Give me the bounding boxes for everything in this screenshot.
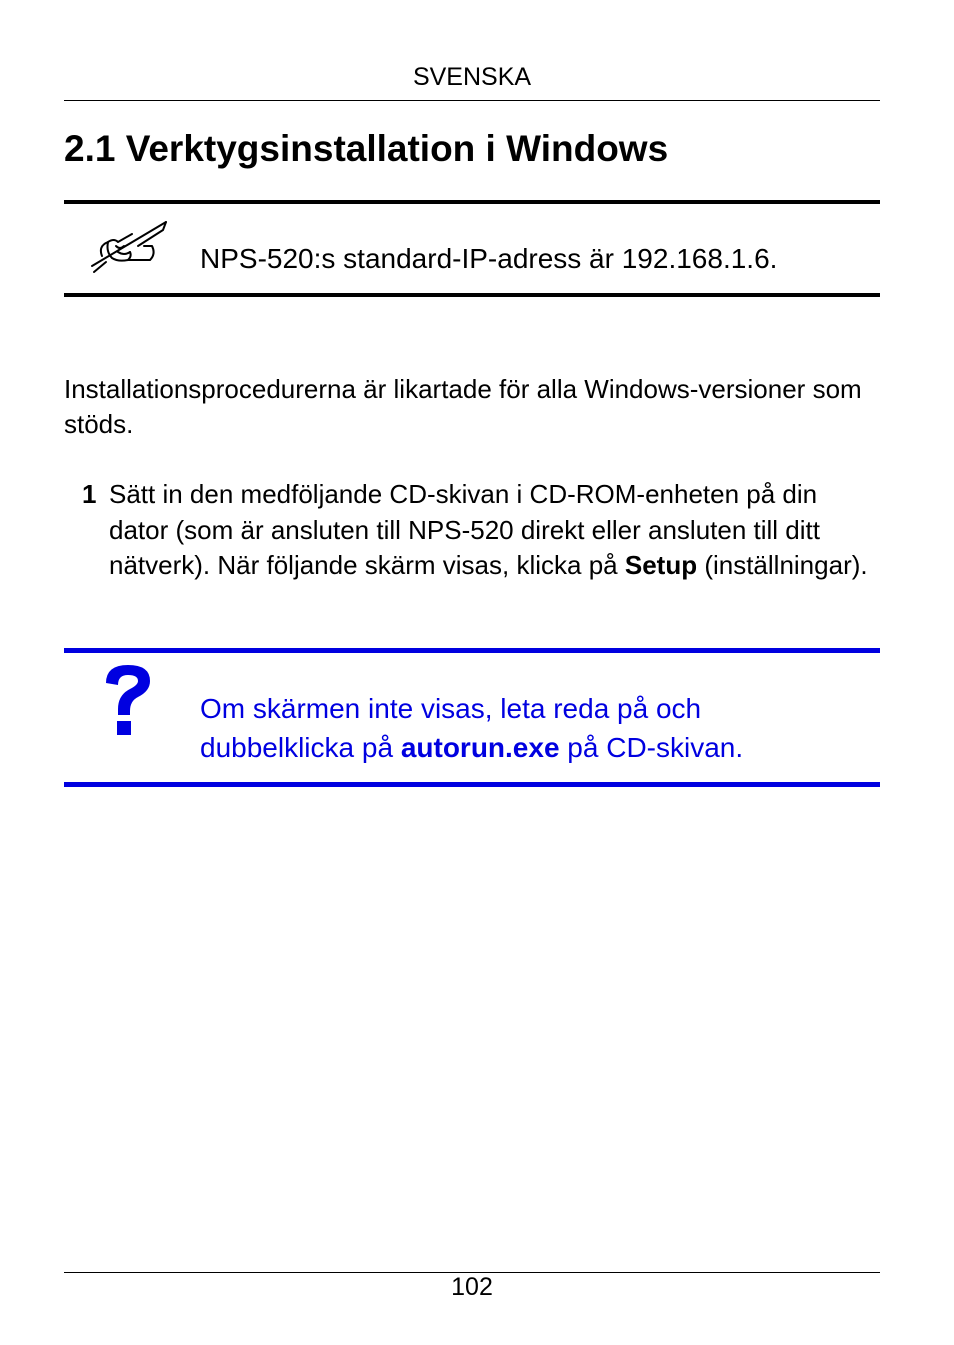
autorun-filename: autorun.exe [400,731,560,763]
step-text [109,477,879,584]
header-rule [64,100,880,101]
intro-paragraph: Installationsprocedurerna är likartade för alla Windows-versioner som stöds. [64,374,862,439]
note-box [64,200,880,297]
tip-text [200,690,860,767]
tip-text-part: på CD-skivan. [559,731,744,763]
setup-label: Setup [624,550,698,580]
step-number: 1 [82,479,97,509]
question-mark-icon [100,663,156,737]
tip-box [64,648,880,787]
tip-text-part: Om skärmen inte visas, leta reda på och dubbelklicka på [200,693,702,763]
running-header: SVENSKA [412,63,532,91]
pen-note-icon [88,216,170,274]
note-text: NPS-520:s standard-IP-adress är 192.168.1.6. [200,243,778,274]
step-text-part: (inställningar). [697,550,868,580]
step-text-part: Sätt in den medföljande CD-skivan i CD-ROM-enheten på din dator (som är ansluten till NPS-520 direkt eller ansluten till ditt nätverk). När följande skärm visas, klicka på [109,479,820,580]
page-number: 102 [451,1273,493,1301]
section-title: 2.1 Verktygsinstallation i Windows [64,128,669,169]
